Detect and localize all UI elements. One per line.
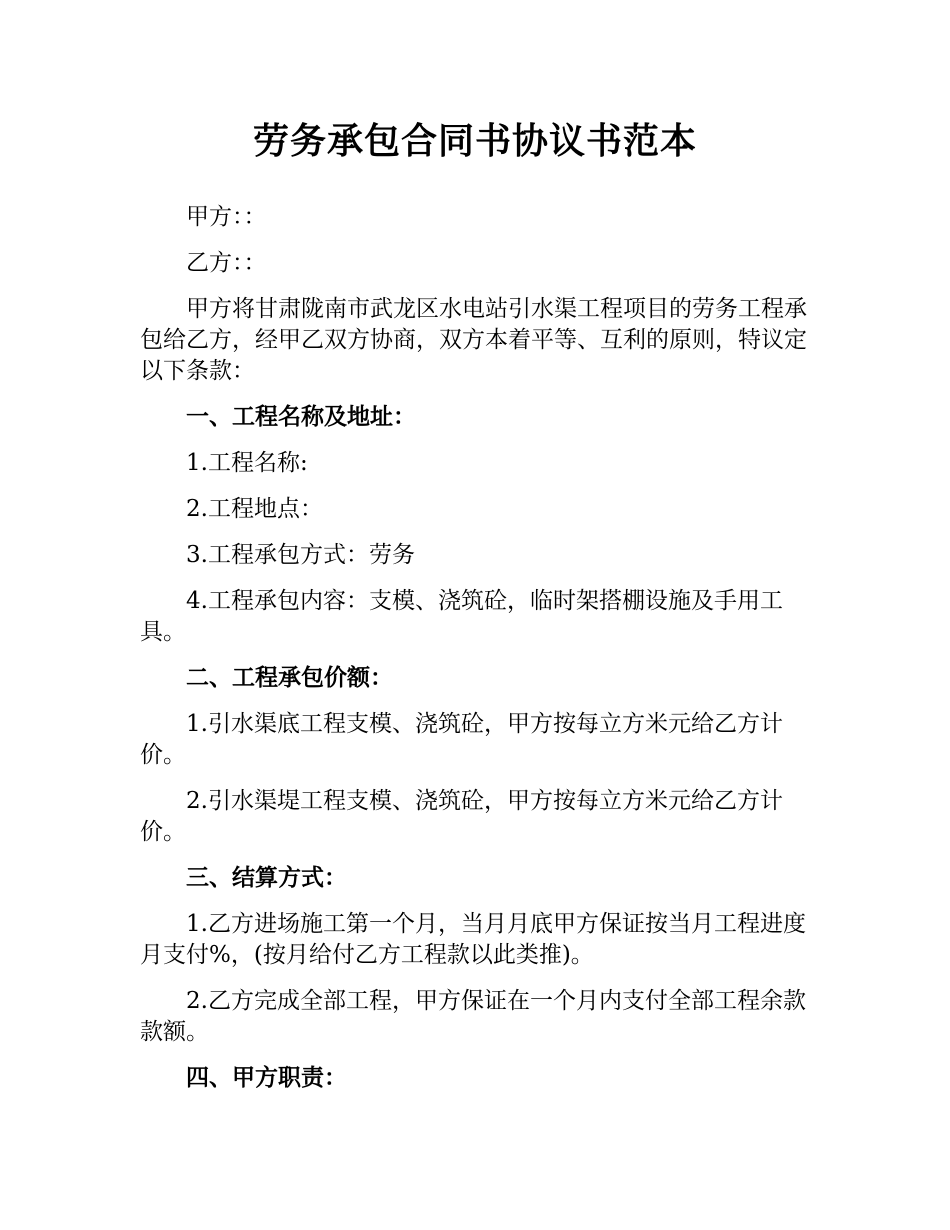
clause-item: 2.工程地点： bbox=[186, 496, 323, 522]
clause-item: 1.工程名称: bbox=[186, 450, 308, 476]
clause-item: 2.引水渠堤工程支模、浇筑砼，甲方按每立方米元给乙方计价。 bbox=[140, 788, 783, 845]
section-heading: 四、甲方职责： bbox=[186, 1065, 347, 1091]
section-heading: 一、工程名称及地址： bbox=[186, 404, 416, 430]
clause-item: 2.乙方完成全部工程，甲方保证在一个月内支付全部工程余款款额。 bbox=[140, 988, 806, 1045]
intro-paragraph: 甲方将甘肃陇南市武龙区水电站引水渠工程项目的劳务工程承包给乙方，经甲乙双方协商，双方本着平等、互利的原则，特议定以下条款： bbox=[140, 296, 807, 384]
clause-item: 1.引水渠底工程支模、浇筑砼，甲方按每立方米元给乙方计价。 bbox=[140, 711, 783, 768]
party-b-line: 乙方：： bbox=[186, 250, 267, 276]
document-body bbox=[140, 202, 810, 1109]
section-heading: 二、工程承包价额： bbox=[186, 665, 393, 691]
clause-item: 1.乙方进场施工第一个月，当月月底甲方保证按当月工程进度月支付%，(按月给付乙方工程款以此类推)。 bbox=[140, 911, 806, 968]
clause-item: 3.工程承包方式：劳务 bbox=[186, 542, 415, 568]
section-heading: 三、结算方式： bbox=[186, 865, 347, 891]
clause-item: 4.工程承包内容：支模、浇筑砼，临时架搭棚设施及手用工具。 bbox=[140, 588, 783, 645]
document-title: 劳务承包合同书协议书范本 bbox=[252, 121, 697, 162]
party-a-line: 甲方：： bbox=[186, 204, 267, 230]
